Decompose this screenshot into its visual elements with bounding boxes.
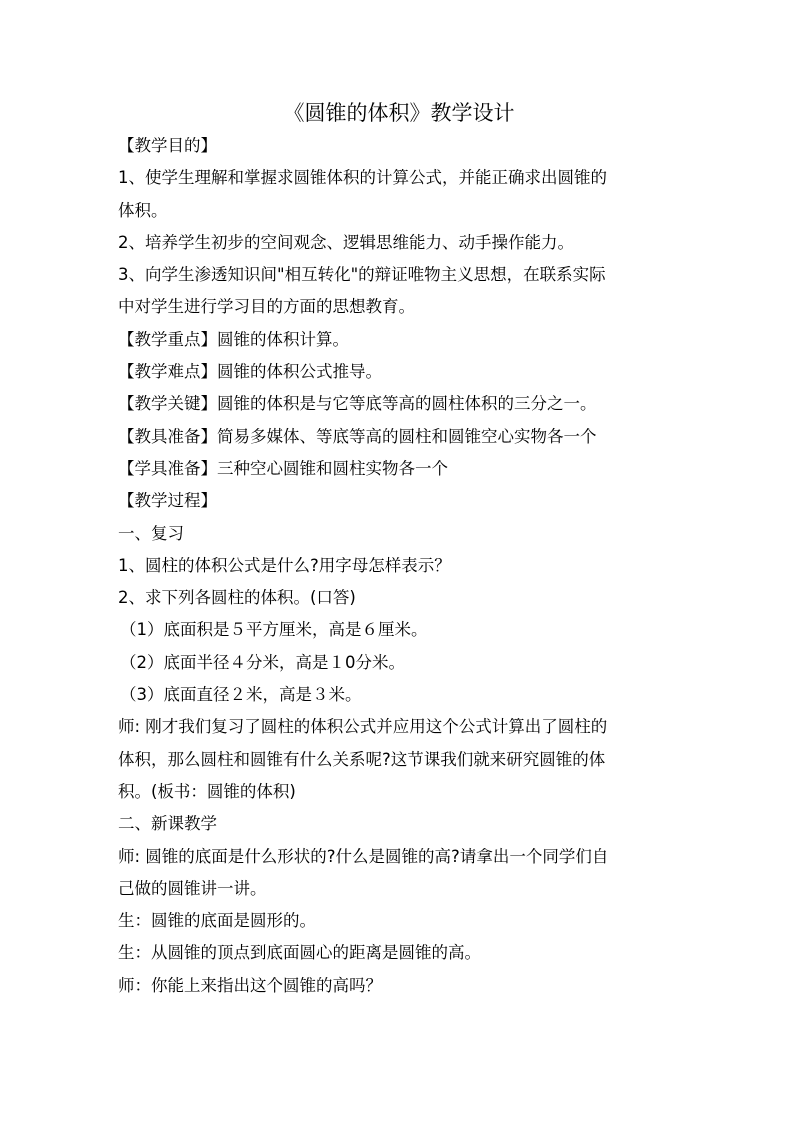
section-heading-objectives: 【教学目的】 bbox=[118, 136, 217, 155]
exercise-item: （1）底面积是５平方厘米，高是６厘米。 bbox=[120, 620, 428, 640]
paragraph-line: 师: 刚才我们复习了圆柱的体积公式并应用这个公式计算出了圆柱的 bbox=[118, 717, 608, 737]
paragraph-line: 生：圆锥的底面是圆形的。 bbox=[118, 911, 316, 931]
section-heading-difficulty: 【教学难点】圆锥的体积公式推导。 bbox=[118, 362, 382, 382]
paragraph-line: 体积。 bbox=[118, 200, 168, 220]
document-page bbox=[118, 96, 680, 1002]
paragraph-line: 师：你能上来指出这个圆锥的高吗？ bbox=[118, 975, 382, 995]
section-heading-teaching-aids: 【教具准备】简易多媒体、等底等高的圆柱和圆锥空心实物各一个 bbox=[118, 426, 597, 446]
paragraph-line: 1、使学生理解和掌握求圆锥体积的计算公式，并能正确求出圆锥的 bbox=[118, 168, 607, 188]
paragraph-line: 积。(板书：圆锥的体积) bbox=[118, 781, 296, 801]
subsection-heading-new-lesson: 二、新课教学 bbox=[118, 814, 217, 834]
paragraph-line: 师: 圆锥的底面是什么形状的?什么是圆锥的高?请拿出一个同学们自 bbox=[118, 846, 609, 866]
paragraph-line: 中对学生进行学习目的方面的思想教育。 bbox=[118, 297, 415, 317]
subsection-heading-review: 一、复习 bbox=[118, 523, 184, 543]
paragraph-line: 己做的圆锥讲一讲。 bbox=[118, 878, 267, 898]
document-title: 《圆锥的体积》教学设计 bbox=[283, 101, 515, 125]
paragraph-line: 体积，那么圆柱和圆锥有什么关系呢?这节课我们就来研究圆锥的体 bbox=[118, 749, 606, 769]
paragraph-line: 2、求下列各圆柱的体积。(口答) bbox=[118, 588, 356, 608]
exercise-item: （2）底面半径４分米，高是１0分米。 bbox=[120, 652, 405, 672]
paragraph-line: 1、圆柱的体积公式是什么?用字母怎样表示？ bbox=[118, 555, 451, 575]
exercise-item: （3）底面直径２米，高是３米。 bbox=[120, 685, 362, 705]
section-heading-learning-aids: 【学具准备】三种空心圆锥和圆柱实物各一个 bbox=[118, 458, 448, 478]
section-heading-process: 【教学过程】 bbox=[118, 491, 217, 511]
paragraph-line: 生：从圆锥的顶点到底面圆心的距离是圆锥的高。 bbox=[118, 943, 481, 963]
section-heading-key-point: 【教学重点】圆锥的体积计算。 bbox=[118, 329, 349, 349]
paragraph-line: 3、向学生渗透知识间"相互转化"的辩证唯物主义思想，在联系实际 bbox=[118, 265, 606, 285]
section-heading-key: 【教学关键】圆锥的体积是与它等底等高的圆柱体积的三分之一。 bbox=[118, 394, 597, 414]
paragraph-line: 2、培养学生初步的空间观念、逻辑思维能力、动手操作能力。 bbox=[118, 232, 574, 252]
